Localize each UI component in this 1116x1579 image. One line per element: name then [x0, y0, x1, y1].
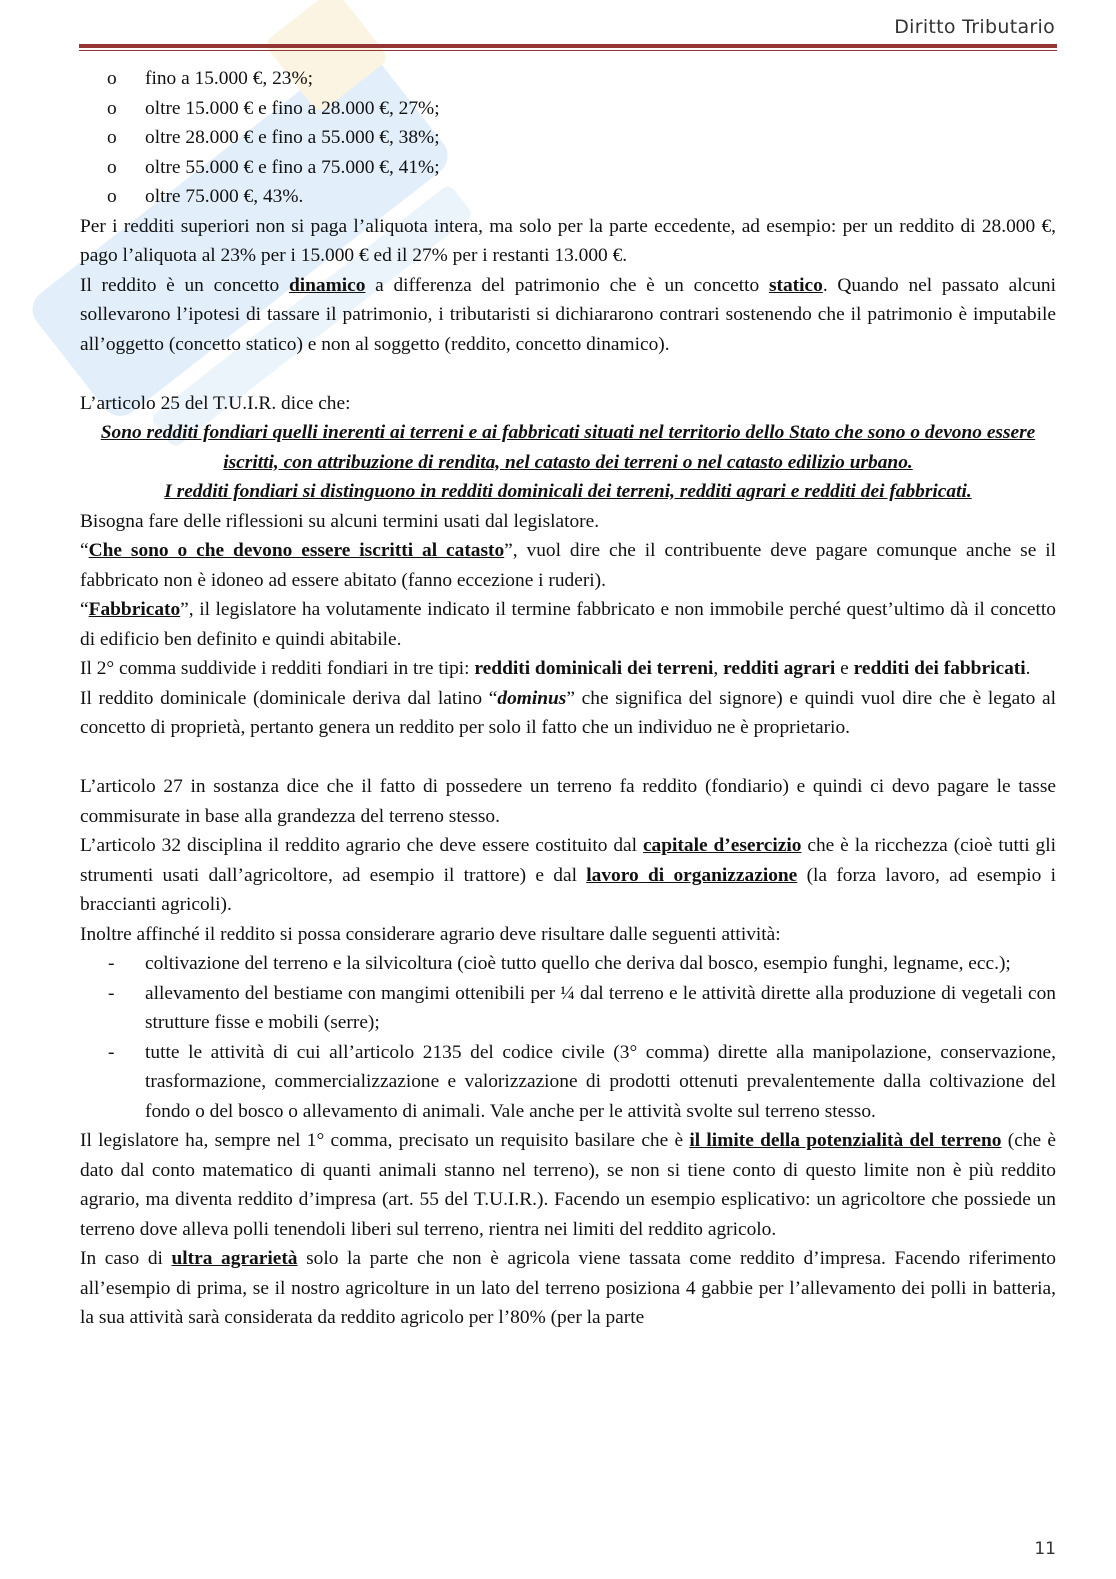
paragraph: Il reddito è un concetto dinamico a differenza del patrimonio che è un concetto statico. Quando nel passato alcuni sollevarono l’ipotesi di tassare il patrimonio, i tributaristi si dichiararono contrari sostenendo che il patrimonio è imputabile all’oggetto (concetto statico) e non al soggetto (reddito, concetto dinamico).: [80, 274, 1057, 355]
paragraph: L’articolo 32 disciplina il reddito agrario che deve essere costituito dal capitale d’esercizio che è la ricchezza (cioè tutti gli strumenti usati dall’agricoltore, ad esempio il trattore) e dal lavoro di organizzazione (la forza lavoro, ad esempio i braccianti agricoli).: [80, 835, 1056, 915]
quote-line: Sono redditi fondiari quelli inerenti ai terreni e ai fabbricati situati nel territorio dello Stato che sono o devono essere iscritti, con attribuzione di rendita, nel catasto dei terreni o nel catasto edilizio urbano.: [100, 422, 1036, 473]
list-item: - tutte le attività di cui all’articolo 2135 del codice civile (3° comma) dirette alla manipolazione, conservazione, trasformazione, commercializzazione e valorizzazione di prodotti ottenuti prevalentemente dalla coltivazione del fondo o del bosco o allevamento di animali. Vale anche per le attività svolte sul terreno stesso.: [80, 1038, 1056, 1127]
bullet-marker: o: [107, 127, 117, 148]
emphasis: capitale d’esercizio: [642, 835, 802, 856]
list-item: o oltre 28.000 € e fino a 55.000 €, 38%;: [80, 123, 1056, 153]
paragraph: L’articolo 25 del T.U.I.R. dice che:: [80, 392, 351, 414]
paragraph: Bisogna fare delle riflessioni su alcuni termini usati dal legislatore.: [80, 510, 600, 532]
emphasis: redditi agrari: [723, 658, 836, 679]
page-number: 11: [1034, 1539, 1056, 1559]
paragraph: Il 2° comma suddivide i redditi fondiari in tre tipi: redditi dominicali dei terreni, redditi agrari e redditi dei fabbricati.: [80, 658, 1031, 679]
emphasis: ultra agrarietà: [171, 1248, 298, 1269]
dash-marker: -: [108, 953, 115, 974]
header-rule-thin: [79, 50, 1057, 51]
paragraph: Per i redditi superiori non si paga l’aliquota intera, ma solo per la parte eccedente, ad esempio: per un reddito di 28.000 €, pago l’aliquota al 23% per i 15.000 € ed il 27% per i restanti 13.000 €.: [80, 215, 1056, 266]
header-title: Diritto Tributario: [894, 16, 1055, 38]
paragraph: Inoltre affinché il reddito si possa considerare agrario deve risultare dalle seguenti attività:: [80, 923, 781, 945]
dash-marker: -: [108, 982, 115, 1004]
emphasis: redditi dominicali dei terreni: [474, 658, 714, 679]
bullet-marker: o: [107, 97, 117, 119]
emphasis: dominus: [497, 687, 567, 709]
activity-list: [80, 949, 1056, 1126]
emphasis: Fabbricato: [88, 599, 181, 620]
page-content: [80, 64, 1056, 1333]
dash-marker: -: [108, 1041, 115, 1063]
bullet-marker: o: [107, 186, 117, 207]
emphasis: statico: [768, 274, 823, 296]
header-rule: [79, 44, 1057, 48]
bullet-marker: o: [107, 156, 117, 178]
list-item: o oltre 55.000 € e fino a 75.000 €, 41%;: [80, 153, 1056, 183]
list-item: o oltre 15.000 € e fino a 28.000 €, 27%;: [80, 94, 1056, 124]
paragraph: In caso di ultra agrarietà solo la parte che non è agricola viene tassata come reddito d’impresa. Facendo riferimento all’esempio di prima, se il nostro agricolture in un lato del terreno posiziona 4 gabbie per l’allevamento dei polli in batteria, la sua attività sarà considerata da reddito agricolo per l’80% (per la parte: [80, 1248, 1056, 1328]
paragraph: Il legislatore ha, sempre nel 1° comma, precisato un requisito basilare che è il limite della potenzialità del terreno (che è dato dal conto matematico di quanti animali stanno nel terreno), se non si tiene conto di questo limite non è più reddito agrario, ma diventa reddito d’impresa (art. 55 del T.U.I.R.). Facendo un esempio esplicativo: un agricoltore che possiede un terreno dove alleva polli tenendoli liberi sul terreno, rientra nei limiti del reddito agricolo.: [80, 1130, 1056, 1240]
emphasis: lavoro di organizzazione: [586, 864, 798, 886]
paragraph: Il reddito dominicale (dominicale deriva dal latino “dominus” che significa del signore) e quindi vuol dire che è legato al concetto di proprietà, pertanto genera un reddito per solo il fatto che un individuo ne è proprietario.: [80, 687, 1056, 738]
list-item: o fino a 15.000 €, 23%;: [80, 64, 1056, 94]
page-header: [79, 14, 1057, 46]
tax-bracket-list: [80, 64, 1056, 212]
emphasis: il limite della potenzialità del terreno: [689, 1130, 1002, 1151]
paragraph: L’articolo 27 in sostanza dice che il fatto di possedere un terreno fa reddito (fondiario) e quindi ci devo pagare le tasse commisurate in base alla grandezza del terreno stesso.: [80, 776, 1056, 827]
list-item: - coltivazione del terreno e la silvicoltura (cioè tutto quello che deriva dal bosco, esempio funghi, legname, ecc.);: [80, 949, 1056, 979]
emphasis: dinamico: [288, 274, 366, 296]
quote-line: I redditi fondiari si distinguono in redditi dominicali dei terreni, redditi agrari e redditi dei fabbricati.: [164, 481, 972, 502]
emphasis: Che sono o che devono essere iscritti al catasto: [88, 540, 505, 561]
paragraph: “Che sono o che devono essere iscritti al catasto”, vuol dire che il contribuente deve pagare comunque anche se il fabbricato non è idoneo ad essere abitato (fanno eccezione i ruderi).: [80, 540, 1056, 591]
article-quote: [80, 418, 1056, 507]
list-item: o oltre 75.000 €, 43%.: [80, 182, 1056, 212]
paragraph: “Fabbricato”, il legislatore ha volutamente indicato il termine fabbricato e non immobile perché quest’ultimo dà il concetto di edificio ben definito e quindi abitabile.: [80, 599, 1056, 650]
bullet-marker: o: [107, 68, 117, 89]
emphasis: redditi dei fabbricati: [853, 658, 1026, 679]
list-item: - allevamento del bestiame con mangimi ottenibili per ¼ dal terreno e le attività dirette alla produzione di vegetali con strutture fisse e mobili (serre);: [80, 979, 1056, 1038]
